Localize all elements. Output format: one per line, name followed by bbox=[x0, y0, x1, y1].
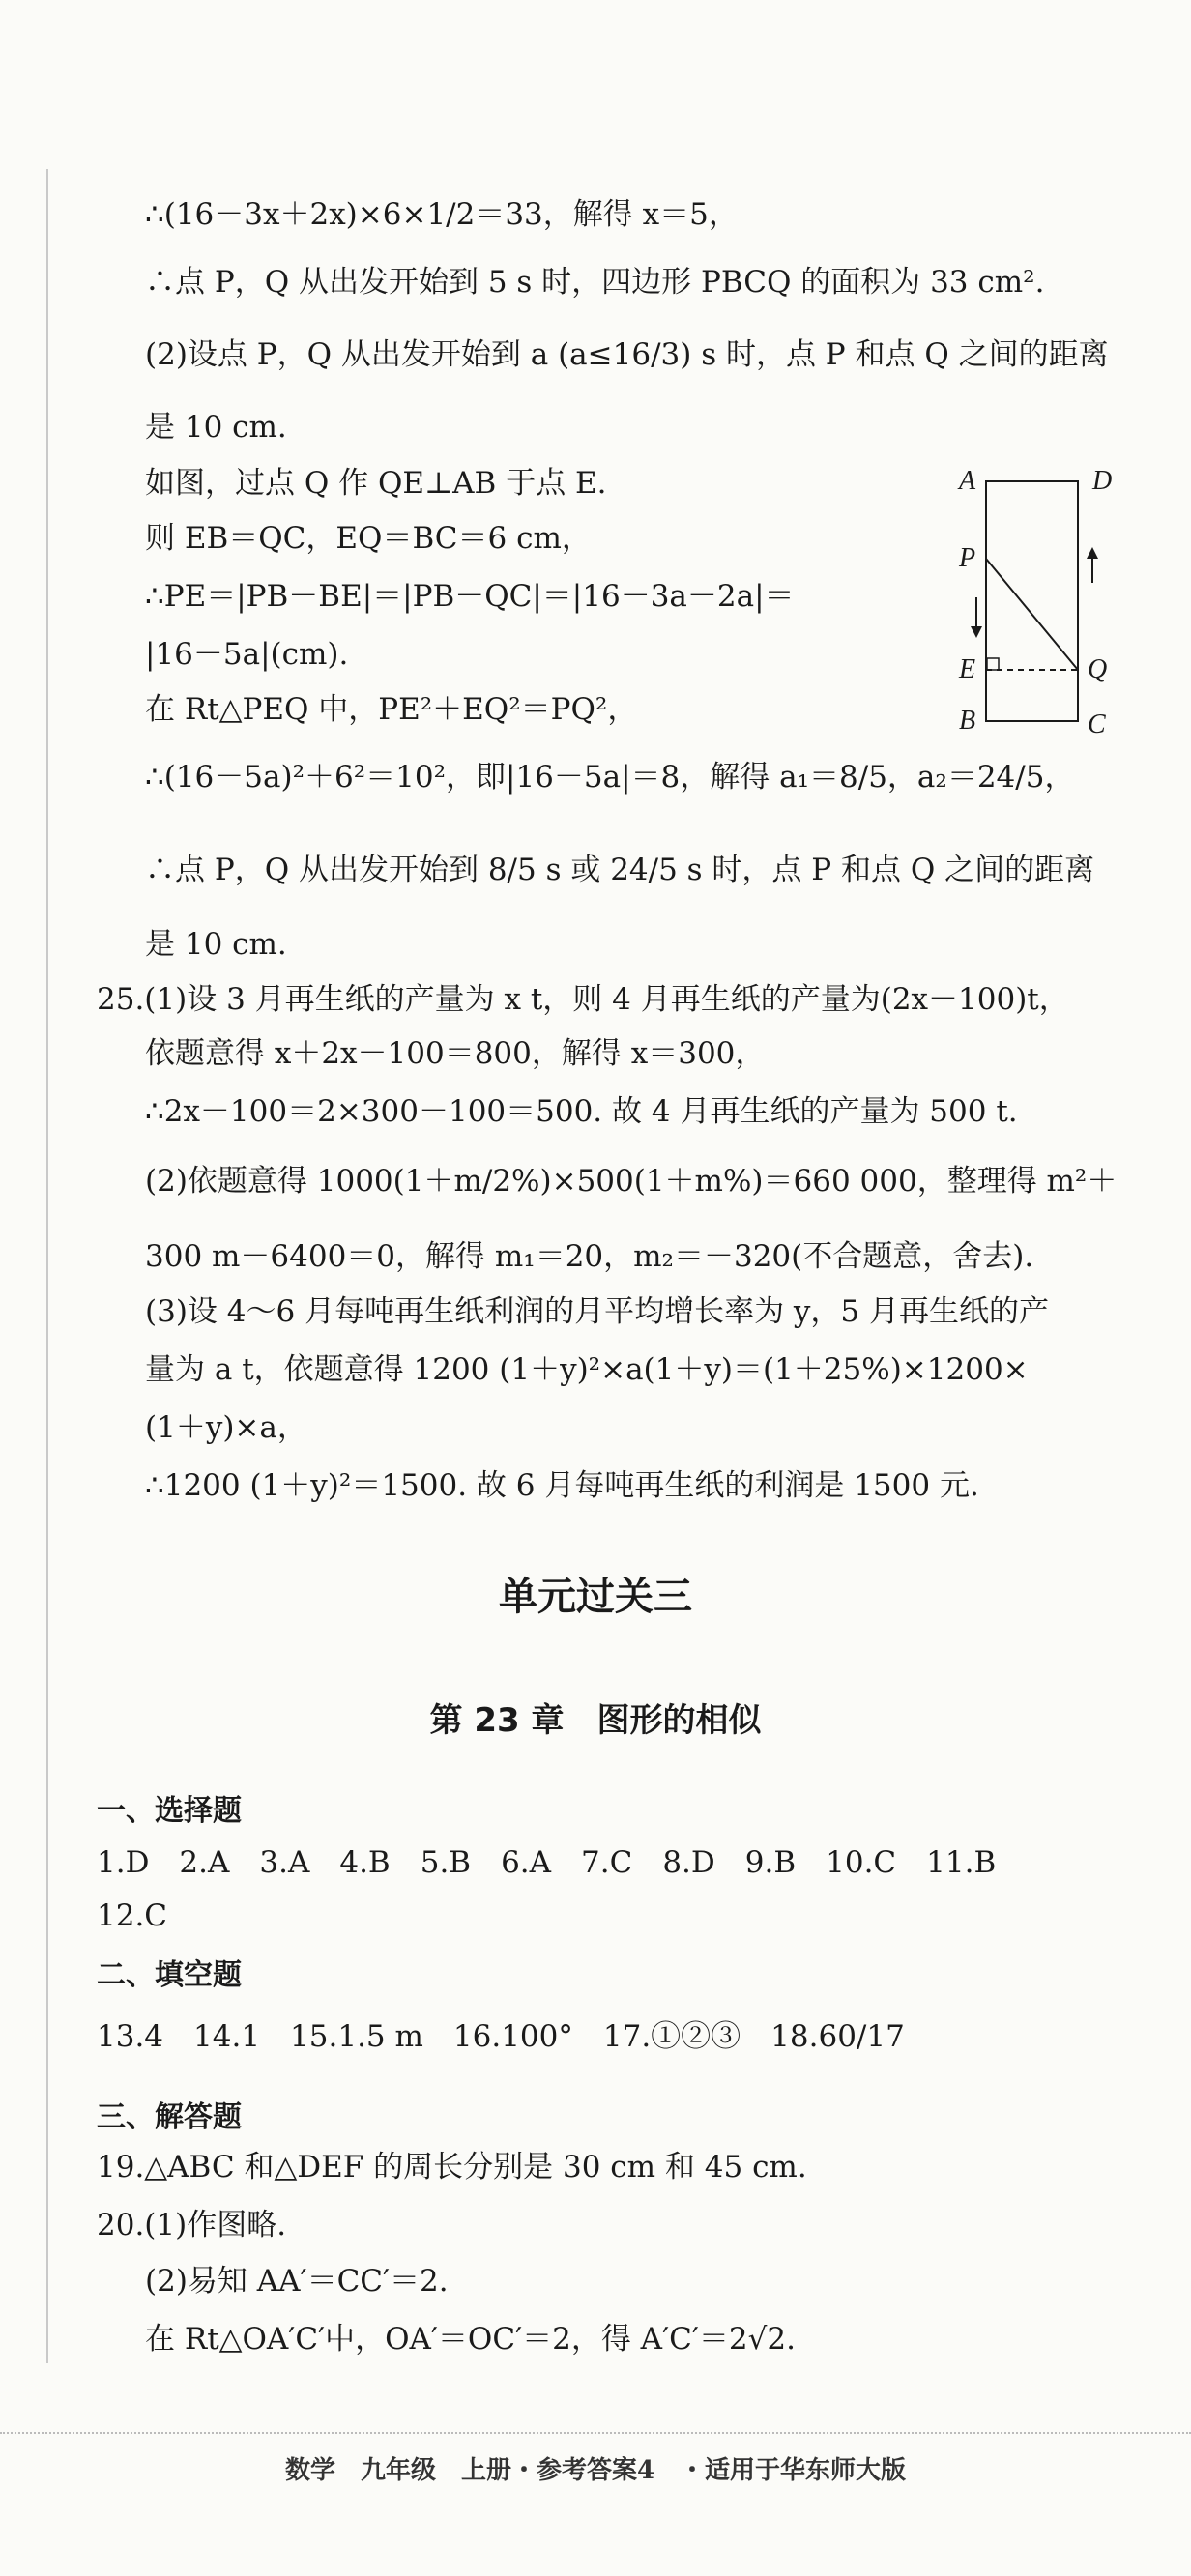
fill-answers-row: 13.4 14.1 15.1.5 m 16.100° 17.①②③ 18.60/17 bbox=[97, 2019, 905, 2054]
text-line-8: |16－5a|(cm). bbox=[145, 637, 349, 672]
section-fill-title: 二、填空题 bbox=[97, 1958, 242, 1992]
text-line-9: 在 Rt△PEQ 中，PE²＋EQ²＝PQ²， bbox=[145, 692, 638, 727]
text-line-1: ∴(16－3x＋2x)×6×1/2＝33，解得 x＝5， bbox=[145, 197, 739, 232]
text-line-15: ∴2x－100＝2×300－100＝500. 故 4 月再生纸的产量为 500 t. bbox=[145, 1094, 1018, 1129]
choice-answers-row-1: 1.D 2.A 3.A 4.B 5.B 6.A 7.C 8.D 9.B 10.C 11.B bbox=[97, 1845, 997, 1880]
choice-answers-row-2: 12.C bbox=[97, 1898, 168, 1933]
arrow-down-icon bbox=[971, 626, 982, 638]
text-line-3: (2)设点 P，Q 从出发开始到 a (a≤16/3) s 时，点 P 和点 Q 之间的距离 bbox=[145, 337, 1109, 372]
text-line-16: (2)依题意得 1000(1＋m/2%)×500(1＋m%)＝660 000，整理得 m²＋ bbox=[145, 1164, 1118, 1199]
rectangle-figure bbox=[957, 462, 1131, 752]
label-p: P bbox=[959, 543, 976, 573]
solve-line-2: 20.(1)作图略. bbox=[97, 2208, 287, 2243]
text-line-20: (1＋y)×a， bbox=[145, 1410, 307, 1445]
chapter-title: 第 23 章 图形的相似 bbox=[429, 1701, 762, 1740]
solve-line-4: 在 Rt△OA′C′中，OA′＝OC′＝2，得 A′C′＝2√2. bbox=[145, 2322, 796, 2357]
section-solve-title: 三、解答题 bbox=[97, 2100, 242, 2134]
margin-rule bbox=[46, 169, 48, 2363]
text-line-19: 量为 a t，依题意得 1200 (1＋y)²×a(1＋y)＝(1＋25%)×1200× bbox=[145, 1352, 1029, 1387]
label-e: E bbox=[959, 654, 976, 684]
text-line-17: 300 m－6400＝0，解得 m₁＝20，m₂＝－320(不合题意，舍去). bbox=[145, 1239, 1034, 1274]
label-d: D bbox=[1092, 466, 1113, 496]
right-angle-mark bbox=[987, 658, 999, 670]
text-line-6: 则 EB＝QC，EQ＝BC＝6 cm， bbox=[145, 521, 592, 556]
text-line-12: 是 10 cm. bbox=[145, 927, 287, 962]
text-line-5: 如图，过点 Q 作 QE⊥AB 于点 E. bbox=[145, 466, 607, 501]
solve-line-3: (2)易知 AA′＝CC′＝2. bbox=[145, 2264, 449, 2299]
label-q: Q bbox=[1088, 654, 1108, 684]
label-b: B bbox=[959, 706, 976, 736]
page-footer: 数学 九年级 上册・参考答案4 ・适用于华东师大版 bbox=[284, 2456, 907, 2485]
unit-title: 单元过关三 bbox=[499, 1575, 692, 1619]
text-line-2: ∴点 P，Q 从出发开始到 5 s 时，四边形 PBCQ 的面积为 33 cm². bbox=[145, 265, 1045, 300]
text-line-14: 依题意得 x＋2x－100＝800，解得 x＝300， bbox=[145, 1036, 766, 1071]
label-a: A bbox=[959, 466, 976, 496]
label-c: C bbox=[1088, 709, 1106, 739]
footer-divider bbox=[0, 2432, 1191, 2434]
text-line-10: ∴(16－5a)²＋6²＝10²，即|16－5a|＝8，解得 a₁＝8/5，a₂＝24/5， bbox=[145, 760, 1075, 795]
text-line-13: 25.(1)设 3 月再生纸的产量为 x t，则 4 月再生纸的产量为(2x－100)t， bbox=[97, 982, 1069, 1017]
segment-pq bbox=[986, 559, 1078, 670]
section-choice-title: 一、选择题 bbox=[97, 1794, 242, 1828]
text-line-18: (3)设 4～6 月每吨再生纸利润的月平均增长率为 y，5 月再生纸的产 bbox=[145, 1294, 1050, 1329]
text-line-4: 是 10 cm. bbox=[145, 410, 287, 445]
text-line-7: ∴PE＝|PB－BE|＝|PB－QC|＝|16－3a－2a|＝ bbox=[145, 579, 795, 614]
text-line-11: ∴点 P，Q 从出发开始到 8/5 s 或 24/5 s 时，点 P 和点 Q 之间的距离 bbox=[145, 853, 1095, 887]
rectangle-abcd bbox=[986, 481, 1078, 721]
text-line-21: ∴1200 (1＋y)²＝1500. 故 6 月每吨再生纸的利润是 1500 元. bbox=[145, 1468, 979, 1503]
arrow-up-icon bbox=[1087, 547, 1098, 559]
solve-line-1: 19.△ABC 和△DEF 的周长分别是 30 cm 和 45 cm. bbox=[97, 2150, 807, 2185]
